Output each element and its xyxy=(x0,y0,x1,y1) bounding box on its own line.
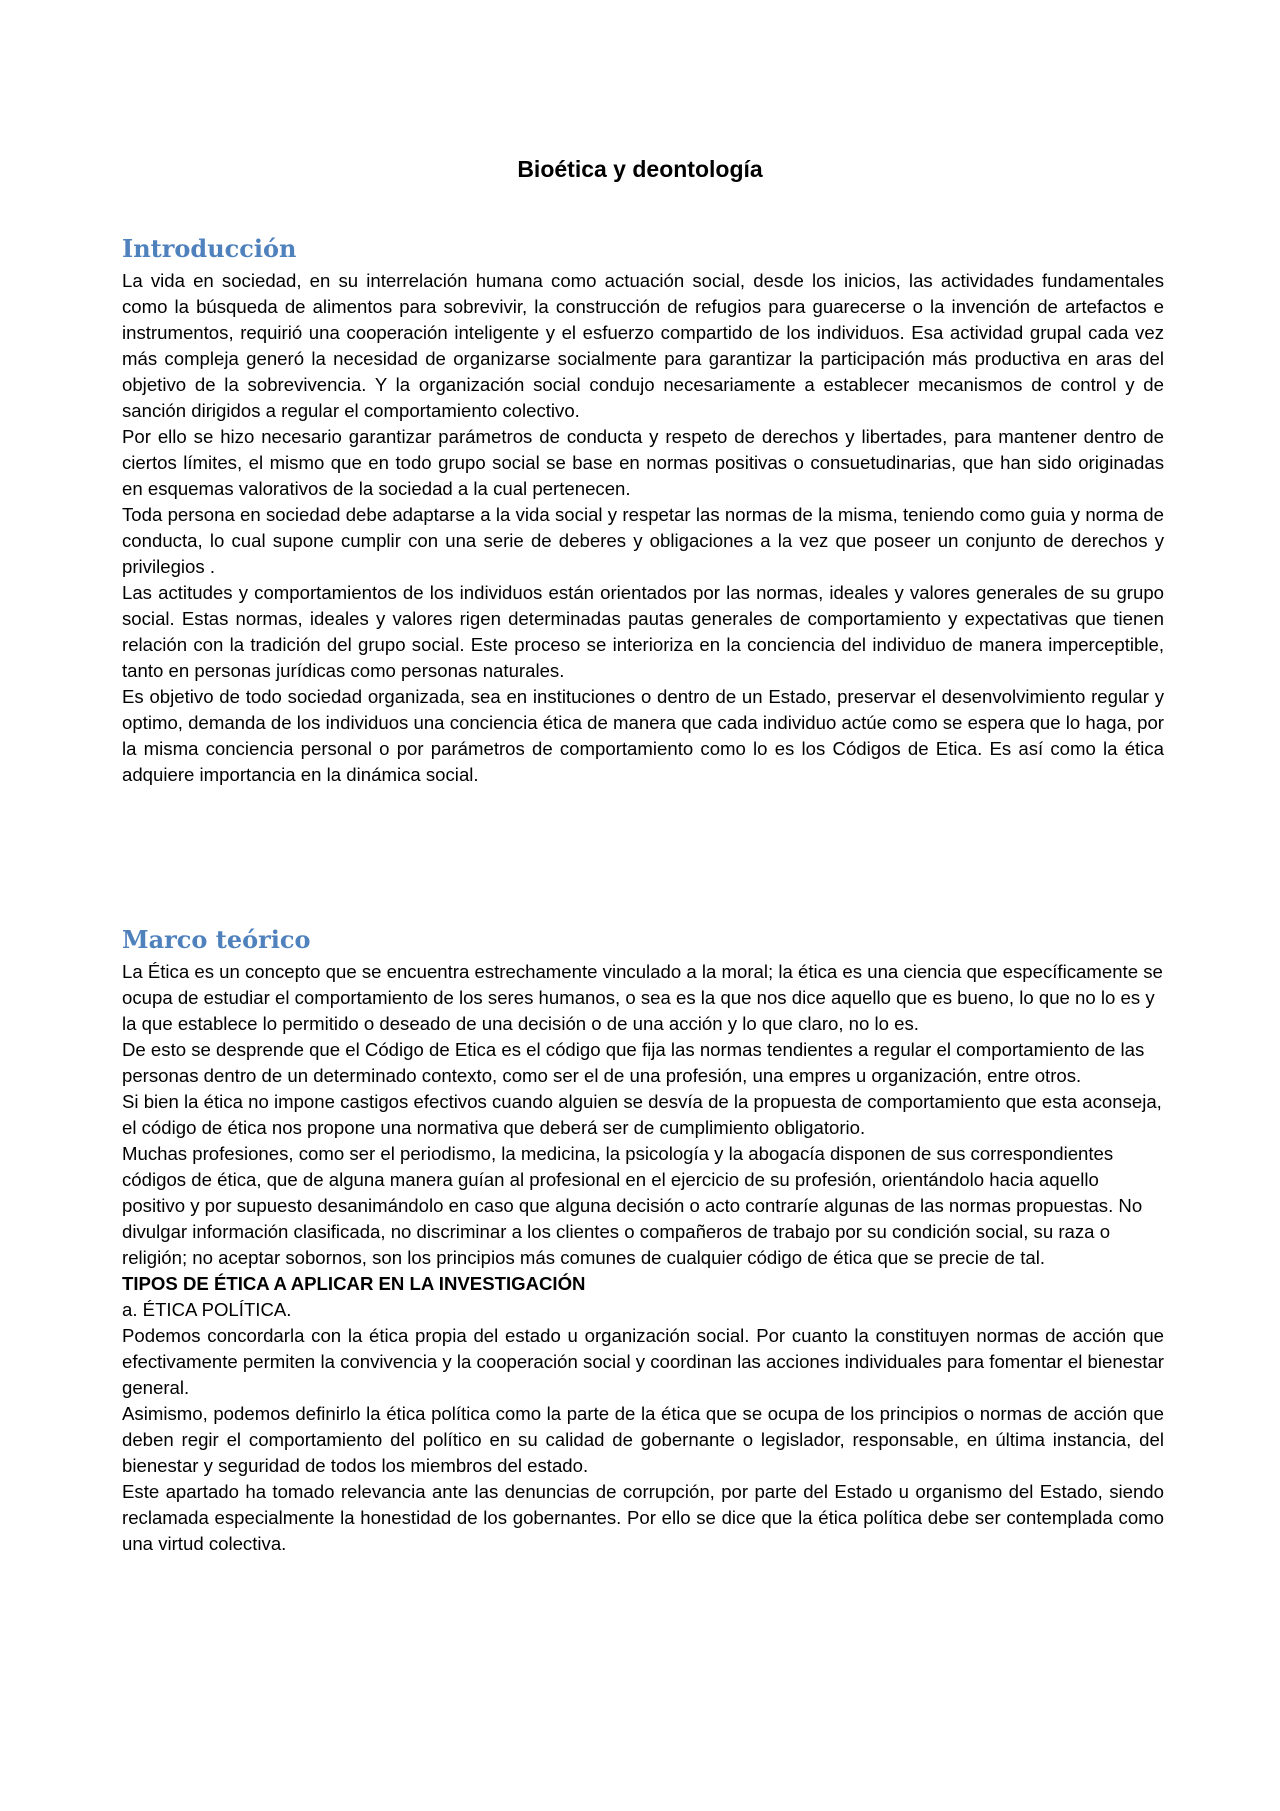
section-heading: Introducción xyxy=(122,234,297,263)
subheading: TIPOS DE ÉTICA A APLICAR EN LA INVESTIGACIÓN xyxy=(122,1273,586,1294)
paragraph: Si bien la ética no impone castigos efectivos cuando alguien se desvía de la propuesta de comportamiento que esta aconseja, el código de ética nos propone una normativa que deberá ser de cumplimiento obligatorio. xyxy=(122,1091,1162,1138)
paragraph: Asimismo, podemos definirlo la ética política como la parte de la ética que se ocupa de los principios o normas de acción que deben regir el comportamiento del político en su calidad de gobernante o legislador, responsable, en última instancia, del bienestar y seguridad de todos los miembros del estado. xyxy=(122,1403,1164,1476)
list-item-label: a. ÉTICA POLÍTICA. xyxy=(122,1299,292,1320)
section-heading: Marco teórico xyxy=(122,925,311,954)
paragraph: Toda persona en sociedad debe adaptarse a la vida social y respetar las normas de la misma, teniendo como guia y norma de conducta, lo cual supone cumplir con una serie de deberes y obligaciones a la vez que poseer un conjunto de derechos y privilegios . xyxy=(122,504,1164,577)
section-introduccion xyxy=(122,232,1164,788)
paragraph: Las actitudes y comportamientos de los individuos están orientados por las normas, ideales y valores generales de su grupo social. Estas normas, ideales y valores rigen determinadas pautas generales de comportamiento y expectativas que tienen relación con la tradición del grupo social. Este proceso se interioriza en la conciencia del individuo de manera imperceptible, tanto en personas jurídicas como personas naturales. xyxy=(122,582,1164,681)
paragraph: De esto se desprende que el Código de Etica es el código que fija las normas tendientes a regular el comportamiento de las personas dentro de un determinado contexto, como ser el de una profesión, una empres u organización, entre otros. xyxy=(122,1039,1145,1086)
paragraph: La vida en sociedad, en su interrelación humana como actuación social, desde los inicios, las actividades fundamentales como la búsqueda de alimentos para sobrevivir, la construcción de refugios para guarecerse o la invención de artefactos e instrumentos, requirió una cooperación inteligente y el esfuerzo compartido de los individuos. Esa actividad grupal cada vez más compleja generó la necesidad de organizarse socialmente para garantizar la participación más productiva en aras del objetivo de la sobrevivencia. Y la organización social condujo necesariamente a establecer mecanismos de control y de sanción dirigidos a regular el comportamiento colectivo. xyxy=(122,270,1164,421)
paragraph: Este apartado ha tomado relevancia ante las denuncias de corrupción, por parte del Estado u organismo del Estado, siendo reclamada especialmente la honestidad de los gobernantes. Por ello se dice que la ética política debe ser contemplada como una virtud colectiva. xyxy=(122,1481,1164,1554)
paragraph: Podemos concordarla con la ética propia del estado u organización social. Por cuanto la constituyen normas de acción que efectivamente permiten la convivencia y la cooperación social y coordinan las acciones individuales para fomentar el bienestar general. xyxy=(122,1325,1164,1398)
paragraph: Muchas profesiones, como ser el periodismo, la medicina, la psicología y la abogacía disponen de sus correspondientes códigos de ética, que de alguna manera guían al profesional en el ejercicio de su profesión, orientándolo hacia aquello positivo y por supuesto desanimándolo en caso que alguna decisión o acto contraríe algunas de las normas propuestas. No divulgar información clasificada, no discriminar a los clientes o compañeros de trabajo por su condición social, su raza o religión; no aceptar sobornos, son los principios más comunes de cualquier código de ética que se precie de tal. xyxy=(122,1143,1143,1268)
section-marco-teorico xyxy=(122,923,1164,1557)
document-title: Bioética y deontología xyxy=(517,156,763,182)
paragraph: La Ética es un concepto que se encuentra estrechamente vinculado a la moral; la ética es una ciencia que específicamente se ocupa de estudiar el comportamiento de los seres humanos, o sea es la que nos dice aquello que es bueno, lo que no lo es y la que establece lo permitido o deseado de una decisión o de una acción y lo que claro, no lo es. xyxy=(122,961,1163,1034)
paragraph: Por ello se hizo necesario garantizar parámetros de conducta y respeto de derechos y libertades, para mantener dentro de ciertos límites, el mismo que en todo grupo social se base en normas positivas o consuetudinarias, que han sido originadas en esquemas valorativos de la sociedad a la cual pertenecen. xyxy=(122,426,1164,499)
paragraph: Es objetivo de todo sociedad organizada, sea en instituciones o dentro de un Estado, preservar el desenvolvimiento regular y optimo, demanda de los individuos una conciencia ética de manera que cada individuo actúe como se espera que lo haga, por la misma conciencia personal o por parámetros de comportamiento como lo es los Códigos de Etica. Es así como la ética adquiere importancia en la dinámica social. xyxy=(122,686,1164,785)
